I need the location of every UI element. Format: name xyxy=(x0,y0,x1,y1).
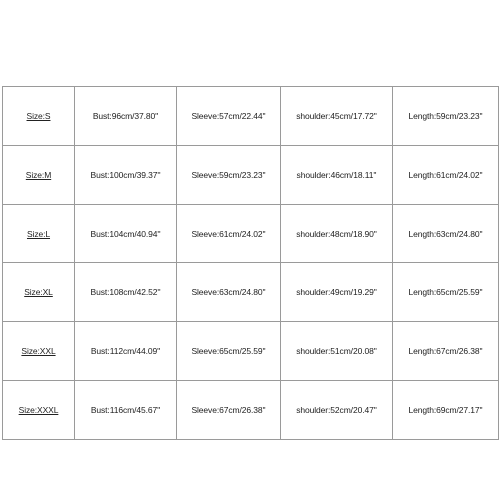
sleeve-cell: Sleeve:65cm/25.59'' xyxy=(177,322,281,381)
bust-cell: Bust:108cm/42.52'' xyxy=(75,263,177,322)
shoulder-cell: shoulder:48cm/18.90'' xyxy=(281,204,393,263)
length-cell: Length:63cm/24.80'' xyxy=(393,204,499,263)
sleeve-cell: Sleeve:57cm/22.44'' xyxy=(177,87,281,146)
table-row xyxy=(3,381,499,440)
sleeve-cell: Sleeve:59cm/23.23'' xyxy=(177,145,281,204)
table-row xyxy=(3,204,499,263)
length-cell: Length:65cm/25.59'' xyxy=(393,263,499,322)
length-cell: Length:61cm/24.02'' xyxy=(393,145,499,204)
size-chart-table xyxy=(2,86,499,440)
sleeve-cell: Sleeve:61cm/24.02'' xyxy=(177,204,281,263)
size-cell: Size:XL xyxy=(3,263,75,322)
table-row xyxy=(3,145,499,204)
shoulder-cell: shoulder:49cm/19.29'' xyxy=(281,263,393,322)
size-cell: Size:S xyxy=(3,87,75,146)
bust-cell: Bust:96cm/37.80'' xyxy=(75,87,177,146)
size-cell: Size:XXL xyxy=(3,322,75,381)
length-cell: Length:69cm/27.17'' xyxy=(393,381,499,440)
bust-cell: Bust:100cm/39.37'' xyxy=(75,145,177,204)
size-cell: Size:XXXL xyxy=(3,381,75,440)
bust-cell: Bust:116cm/45.67'' xyxy=(75,381,177,440)
size-cell: Size:M xyxy=(3,145,75,204)
shoulder-cell: shoulder:45cm/17.72'' xyxy=(281,87,393,146)
size-cell: Size:L xyxy=(3,204,75,263)
length-cell: Length:67cm/26.38'' xyxy=(393,322,499,381)
sleeve-cell: Sleeve:63cm/24.80'' xyxy=(177,263,281,322)
bust-cell: Bust:104cm/40.94'' xyxy=(75,204,177,263)
table-row xyxy=(3,87,499,146)
table-row xyxy=(3,322,499,381)
bust-cell: Bust:112cm/44.09'' xyxy=(75,322,177,381)
length-cell: Length:59cm/23.23'' xyxy=(393,87,499,146)
shoulder-cell: shoulder:51cm/20.08'' xyxy=(281,322,393,381)
table-row xyxy=(3,263,499,322)
shoulder-cell: shoulder:52cm/20.47'' xyxy=(281,381,393,440)
sleeve-cell: Sleeve:67cm/26.38'' xyxy=(177,381,281,440)
shoulder-cell: shoulder:46cm/18.11'' xyxy=(281,145,393,204)
